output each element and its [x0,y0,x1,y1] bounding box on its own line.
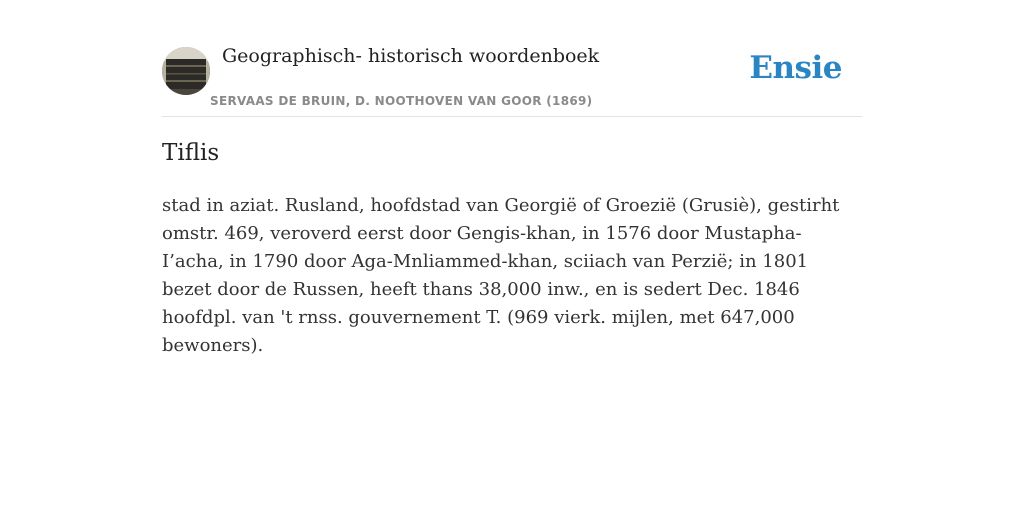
entry-title: Tiflis [162,140,220,166]
book-title[interactable]: Geographisch- historisch woordenboek [222,45,600,67]
brand-logo[interactable]: Ensie [749,50,842,86]
book-authors: SERVAAS DE BRUIN, D. NOOTHOVEN VAN GOOR (1869) [210,94,593,108]
article-page [162,0,862,356]
book-header [162,0,862,117]
book-cover-icon[interactable] [162,47,210,95]
entry-body: stad in aziat. Rusland, hoofdstad van Georgië of Groezië (Grusiè), gestirht omstr. 469, veroverd eerst door Gengis-khan, in 1576 door Mustapha-I’acha, in 1790 door Aga-Mnliammed-khan, sciiach van Perzië; in 1801 bezet door de Russen, heeft thans 38,000 inw., en is sedert Dec. 1846 hoofdpl. van 't rnss. gouvernement T. (969 vierk. mijlen, met 647,000 bewoners). [162,195,840,356]
